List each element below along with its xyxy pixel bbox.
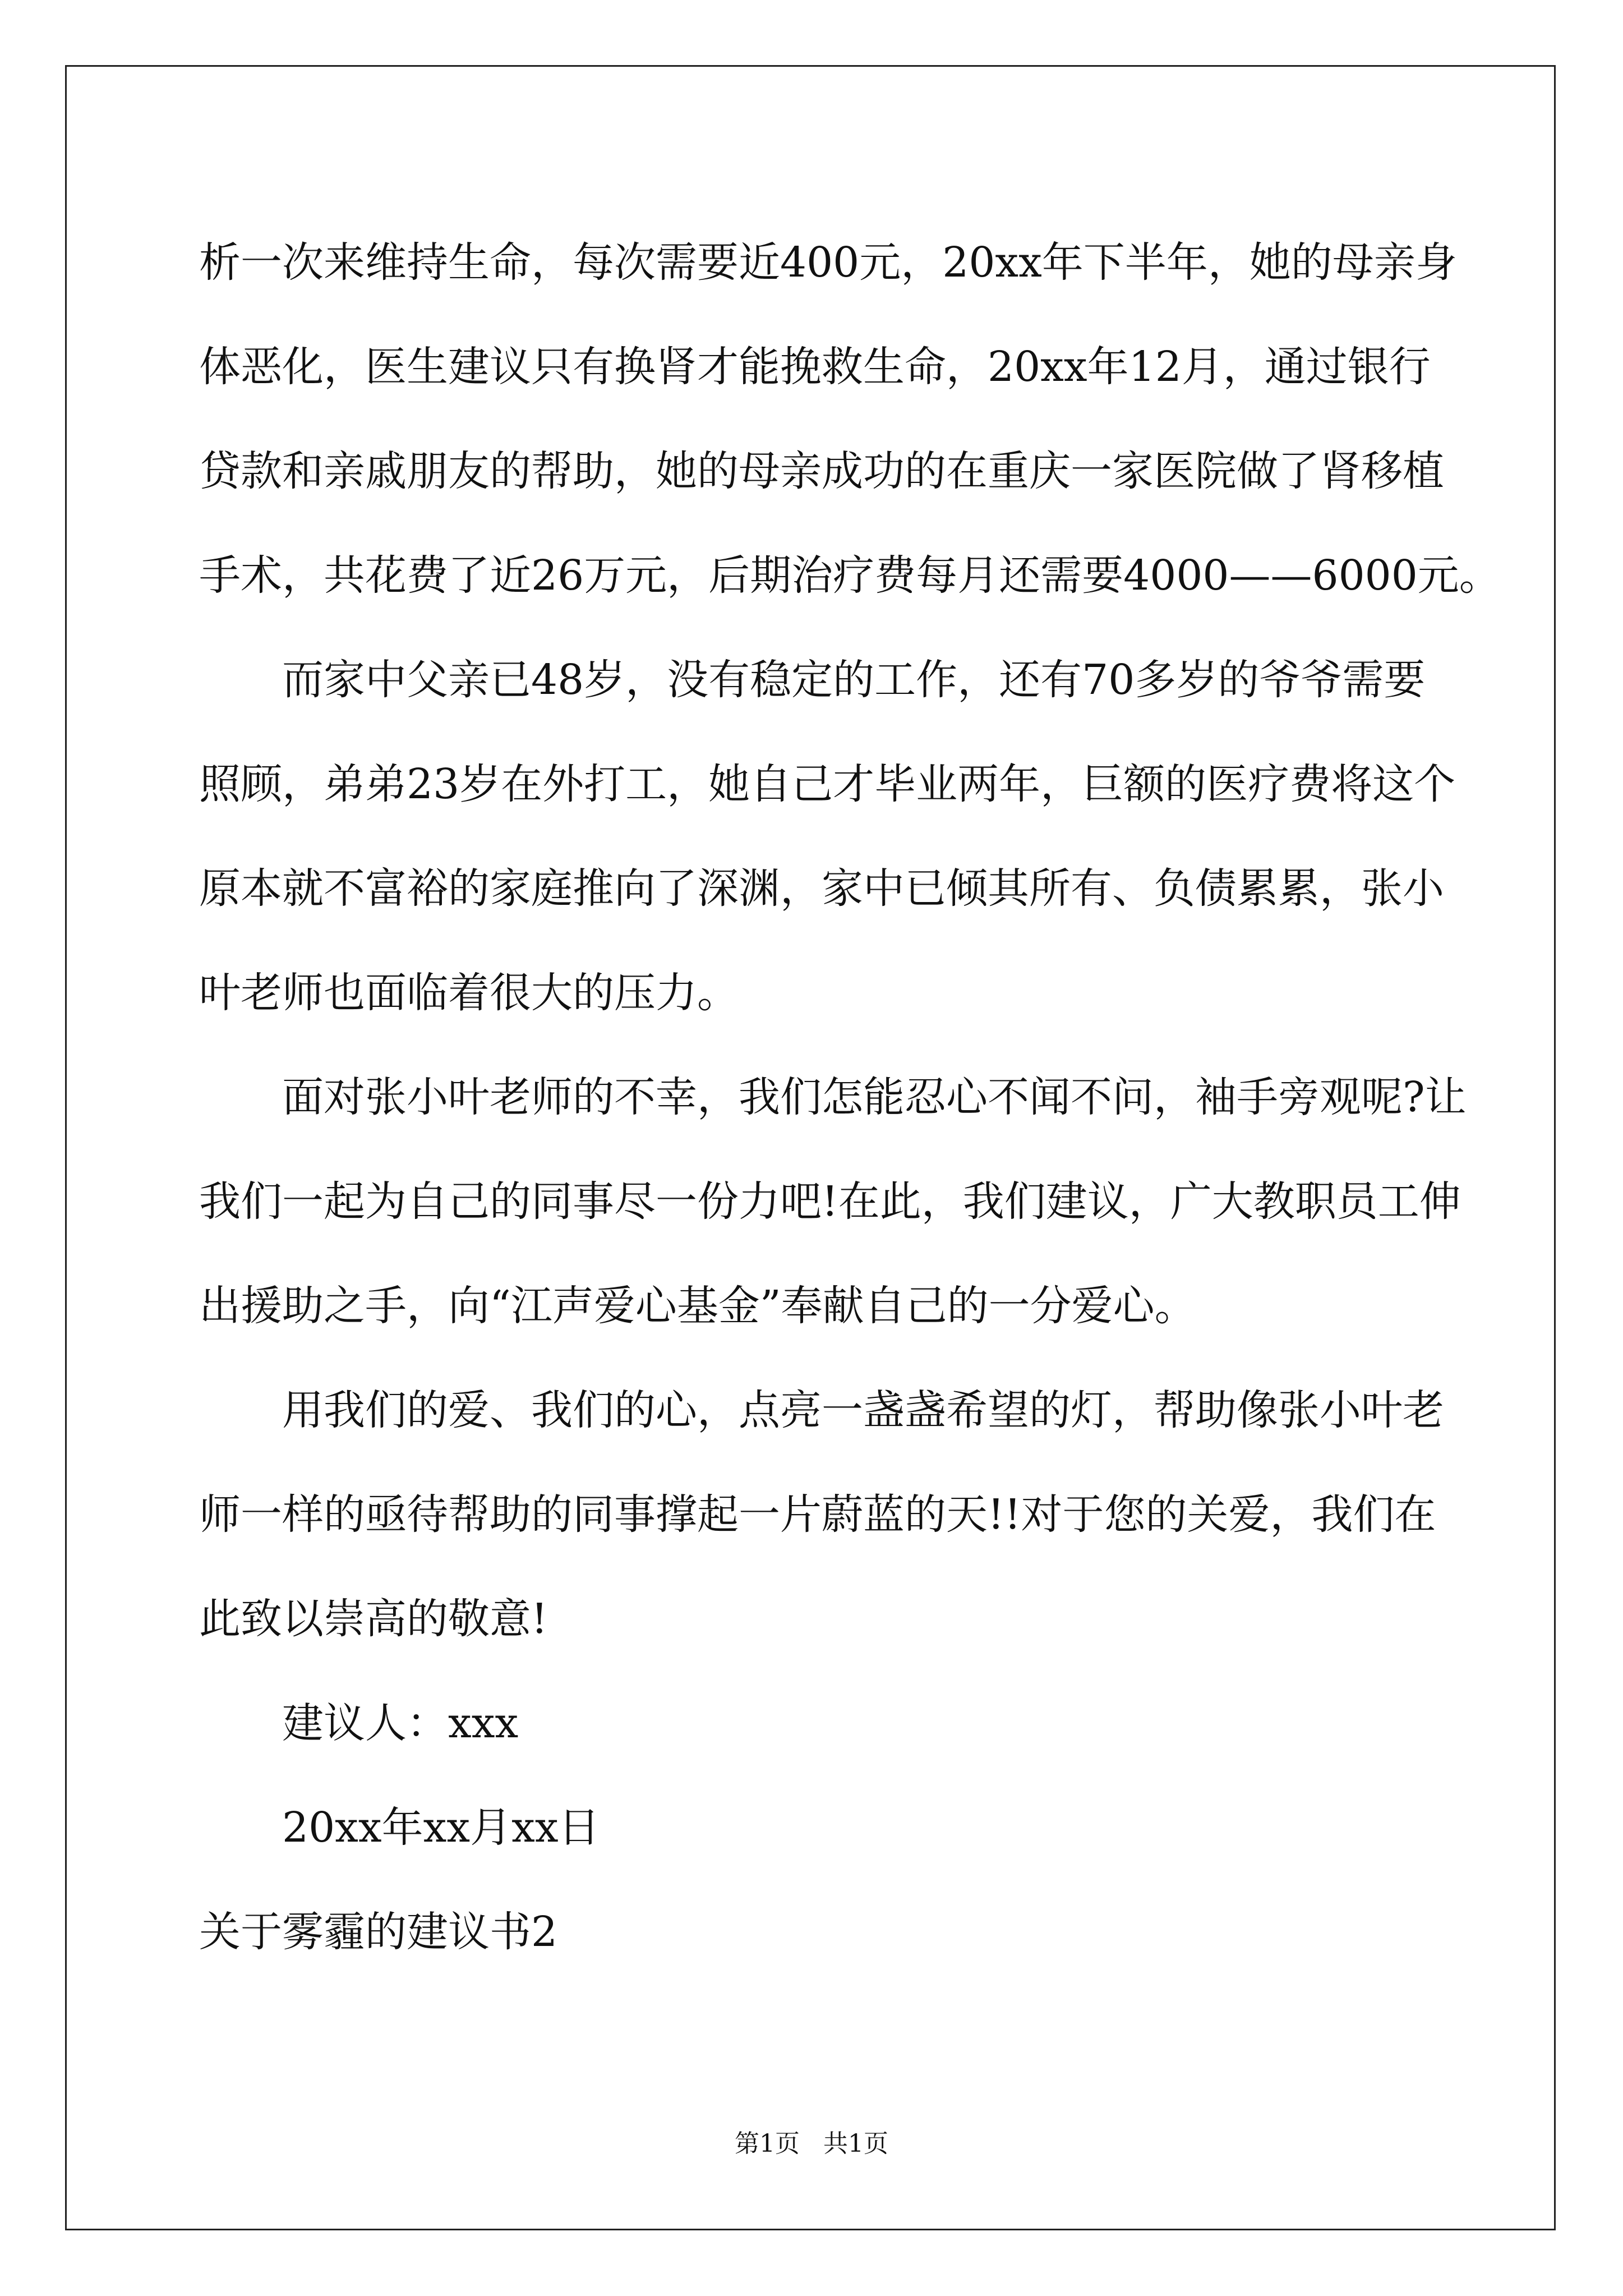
paragraph-1 <box>199 210 1501 628</box>
text-line: 而家中父亲已48岁，没有稳定的工作，还有70多岁的爷爷需要 <box>282 656 1426 704</box>
paragraph-3 <box>199 1045 1467 1358</box>
text-line: 我们一起为自己的同事尽一份力吧!在此，我们建议，广大教职员工伸 <box>199 1177 1461 1226</box>
section-title: 关于雾霾的建议书2 <box>199 1908 558 1956</box>
text-line: 此致以崇高的敬意! <box>199 1595 548 1643</box>
date: 20xx年xx月xx日 <box>282 1803 600 1852</box>
page-number: 第1页 <box>735 2129 800 2158</box>
text-line: 照顾，弟弟23岁在外打工，她自己才毕业两年，巨额的医疗费将这个 <box>199 760 1456 808</box>
text-line: 出援助之手，向“江声爱心基金”奉献自己的一分爱心。 <box>199 1282 1196 1330</box>
document-body <box>199 210 1501 1984</box>
text-line: 体恶化，医生建议只有换肾才能挽救生命，20xx年12月，通过银行 <box>199 343 1431 391</box>
text-line: 析一次来维持生命，每次需要近400元，20xx年下半年，她的母亲身 <box>199 238 1457 287</box>
text-line: 师一样的亟待帮助的同事撑起一片蔚蓝的天!!对于您的关爱，我们在 <box>199 1490 1436 1539</box>
text-line: 贷款和亲戚朋友的帮助，她的母亲成功的在重庆一家医院做了肾移植 <box>199 447 1444 495</box>
paragraph-4 <box>199 1358 1444 1671</box>
signature: 建议人：xxx <box>282 1699 519 1747</box>
text-line: 面对张小叶老师的不幸，我们怎能忍心不闻不问，袖手旁观呢?让 <box>282 1073 1467 1121</box>
paragraph-2 <box>199 628 1456 1045</box>
page-total: 共1页 <box>823 2129 888 2158</box>
text-line: 手术，共花费了近26万元，后期治疗费每月还需要4000——6000元。 <box>199 551 1501 600</box>
text-line: 叶老师也面临着很大的压力。 <box>199 969 739 1017</box>
text-line: 用我们的爱、我们的心，点亮一盏盏希望的灯，帮助像张小叶老 <box>282 1386 1444 1434</box>
page-footer <box>0 2127 1623 2161</box>
text-line: 原本就不富裕的家庭推向了深渊，家中已倾其所有、负债累累，张小 <box>199 864 1444 913</box>
